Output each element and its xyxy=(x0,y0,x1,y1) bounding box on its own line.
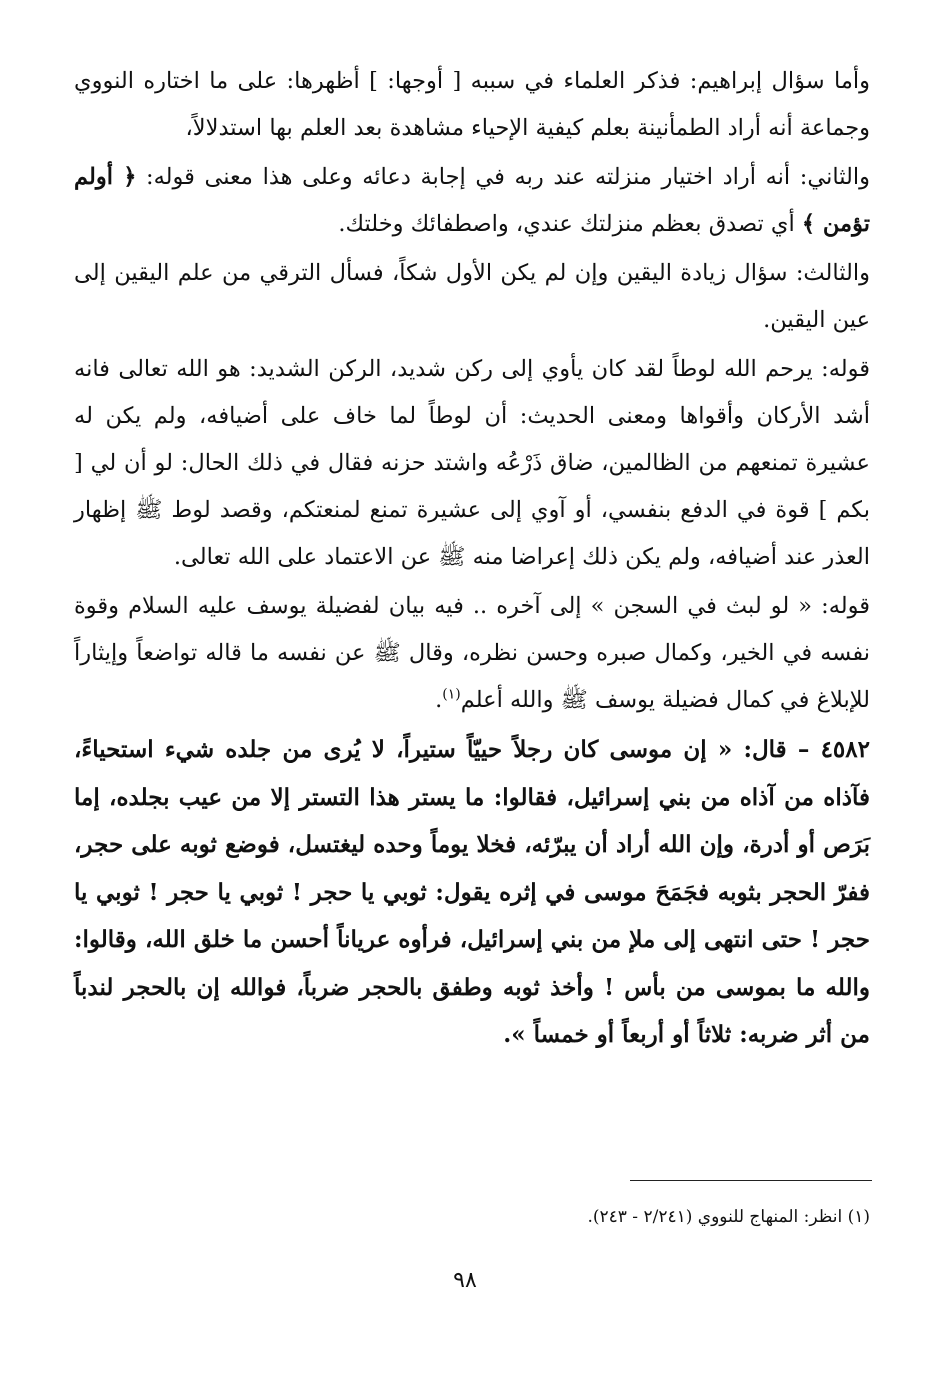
hadith-text: « إن موسى كان رجلاً حييّاً ستيراً، لا يُرى من جلده شيء استحياءً، فآذاه من آذاه من بني إسرائيل، فقالوا: ما يستر هذا التستر إلا من عيب بجلده، إما بَرَص أو أدرة، وإن الله أراد أن يبرّئه، فخلا يوماً وحده ليغتسل، فوضع ثوبه على حجر، ففرّ الحجر بثوبه فجَمَحَ موسى في إثره يقول: ثوبي يا حجر ! ثوبي يا حجر ! ثوبي يا حجر ! حتى انتهى إلى ملإ من بني إسرائيل، فرأوه عرياناً أحسن ما خلق الله، وقالوا: والله ما بموسى من بأس ! وأخذ ثوبه وطفق بالحجر ضرباً، فوالله إن بالحجر لندباً من أثر ضربه: ثلاثاً أو أربعاً أو خمساً ». xyxy=(74,736,870,1048)
paragraph-second-reason xyxy=(74,154,870,248)
paragraph-third-reason: والثالث: سؤال زيادة اليقين وإن لم يكن الأول شكاً، فسأل الترقي من علم اليقين إلى عين اليقين. xyxy=(74,260,870,333)
paragraph-second-after: أي تصدق بعظم منزلتك عندي، واصطفائك وخلتك. xyxy=(338,211,802,237)
footnote-divider xyxy=(630,1180,872,1181)
hadith-4582 xyxy=(74,726,870,1059)
quran-quote: ﴿ أولم تؤمن ﴾ xyxy=(74,164,870,237)
paragraph-yusuf-end: . xyxy=(435,687,443,713)
paragraph-ibrahim-question: وأما سؤال إبراهيم: فذكر العلماء في سببه [ أوجها: ] أظهرها: على ما اختاره النووي وجماعة أنه أراد الطمأنينة بعلم كيفية الإحياء مشاهدة بعد العلم بها استدلالاً، xyxy=(74,68,870,141)
paragraph-yusuf-text: قوله: « لو لبث في السجن » إلى آخره .. فيه بيان لفضيلة يوسف عليه السلام وقوة نفسه في الخير، وكمال صبره وحسن نظره، وقال ﷺ عن نفسه ما قاله تواضعاً وإيثاراً للإبلاغ في كمال فضيلة يوسف ﷺ والله أعلم xyxy=(74,593,870,713)
hadith-number: ٤٥٨٢ – قال: xyxy=(732,736,870,763)
page-number: ٩٨ xyxy=(453,1268,477,1293)
page-body xyxy=(74,58,870,1059)
paragraph-lut: قوله: يرحم الله لوطاً لقد كان يأوي إلى ركن شديد، الركن الشديد: هو الله تعالى فانه أشد الأركان وأقواها ومعنى الحديث: أن لوطاً لما خاف على أضيافه، ولم يكن له عشيرة تمنعهم من الظالمين، ضاق ذَرْعُه واشتد حزنه فقال في ذلك الحال: لو أن لي [ بكم ] قوة في الدفع بنفسي، أو آوي إلى عشيرة تمنع لمنعتكم، وقصد لوط ﷺ إظهار العذر عند أضيافه، ولم يكن ذلك إعراضا منه ﷺ عن الاعتماد على الله تعالى. xyxy=(74,356,870,570)
paragraph-yusuf xyxy=(74,583,870,724)
footnote: (١) انظر: المنهاج للنووي (٢/٢٤١ - ٢٤٣). xyxy=(587,1207,870,1227)
paragraph-second-before: والثاني: أنه أراد اختيار منزلته عند ربه في إجابة دعائه وعلى هذا معنى قوله: xyxy=(136,164,870,190)
footnote-reference: (١) xyxy=(442,686,461,703)
